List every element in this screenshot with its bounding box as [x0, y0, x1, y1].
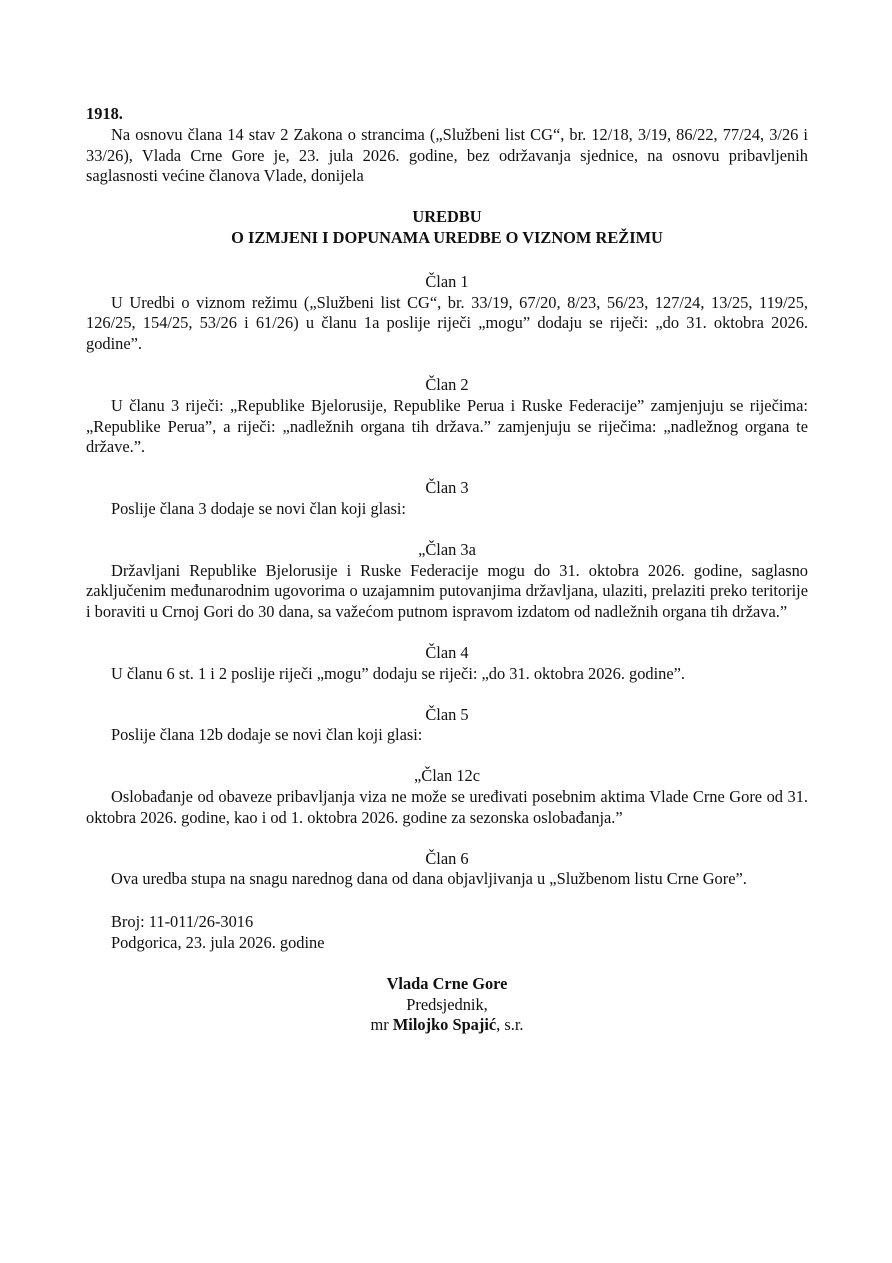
article-2-text: U članu 3 riječi: „Republike Bjelorusije, Republike Perua i Ruske Federacije” zamjenjuju se riječima: „Republike Perua”, a riječi: „nadležnih organa tih država.” zamjenjuju se riječima: „nadležnog organa te države.”.	[86, 395, 808, 457]
article-3-text: Poslije člana 3 dodaje se novi član koji glasi:	[111, 498, 406, 518]
place-date: Podgorica, 23. jula 2026. godine	[111, 932, 325, 952]
signatory-body: Vlada Crne Gore	[386, 973, 508, 993]
article-4-heading: Član 4	[425, 642, 469, 662]
article-5-heading: Član 5	[425, 704, 469, 724]
article-3-heading: Član 3	[425, 478, 469, 498]
signatory-role: Predsjednik,	[406, 994, 488, 1014]
signatory-line	[86, 1015, 808, 1036]
document-page	[86, 104, 808, 1036]
article-4-text: U članu 6 st. 1 i 2 poslije riječi „mogu” dodaju se riječi: „do 31. oktobra 2026. godine”.	[111, 663, 685, 683]
document-number: 1918.	[86, 104, 123, 123]
signatory-name: Milojko Spajić	[392, 1015, 497, 1035]
signatory-title: mr	[370, 1015, 393, 1035]
title-line-2: O IZMJENI I DOPUNAMA UREDBE O VIZNOM REŽIMU	[231, 227, 663, 247]
article-3a-text: Državljani Republike Bjelorusije i Ruske Federacije mogu do 31. oktobra 2026. godine, saglasno zaključenim međunarodnim ugovorima o uzajamnim putovanjima državljana, ulaziti, prelaziti preko teritorije i boraviti u Crnoj Gori do 30 dana, sa važećom putnom ispravom izdatom od nadležnih organa tih država.”	[86, 560, 808, 622]
signatory-suffix: , s.r.	[496, 1015, 524, 1035]
article-3a-heading: „Član 3a	[418, 539, 476, 559]
article-1-text: U Uredbi o viznom režimu („Službeni list CG“, br. 33/19, 67/20, 8/23, 56/23, 127/24, 13/25, 119/25, 126/25, 154/25, 53/26 i 61/26) u članu 1a poslije riječi „mogu” dodaju se riječi: „do 31. oktobra 2026. godine”.	[86, 292, 808, 354]
article-12c-text: Oslobađanje od obaveze pribavljanja viza ne može se uređivati posebnim aktima Vlade Crne Gore od 31. oktobra 2026. godine, kao i od 1. oktobra 2026. godine za sezonska oslobađanja.”	[86, 786, 808, 827]
article-6-heading: Član 6	[425, 848, 469, 868]
reference-number: Broj: 11-011/26-3016	[111, 912, 254, 932]
document-footer	[86, 912, 808, 954]
article-2-heading: Član 2	[425, 374, 469, 394]
signature-block	[86, 974, 808, 1036]
title-line-1: UREDBU	[412, 207, 482, 227]
article-5-text: Poslije člana 12b dodaje se novi član koji glasi:	[111, 725, 423, 745]
article-1-heading: Član 1	[425, 271, 469, 291]
article-6-text: Ova uredba stupa na snagu narednog dana od dana objavljivanja u „Službenom listu Crne Gore”.	[111, 869, 747, 889]
document-title	[86, 207, 808, 249]
preamble: Na osnovu člana 14 stav 2 Zakona o strancima („Službeni list CG“, br. 12/18, 3/19, 86/22, 77/24, 3/26 i 33/26), Vlada Crne Gore je, 23. jula 2026. godine, bez održavanja sjednice, na osnovu pribavljenih saglasnosti većine članova Vlade, donijela	[86, 124, 808, 186]
article-12c-heading: „Član 12c	[414, 766, 480, 786]
